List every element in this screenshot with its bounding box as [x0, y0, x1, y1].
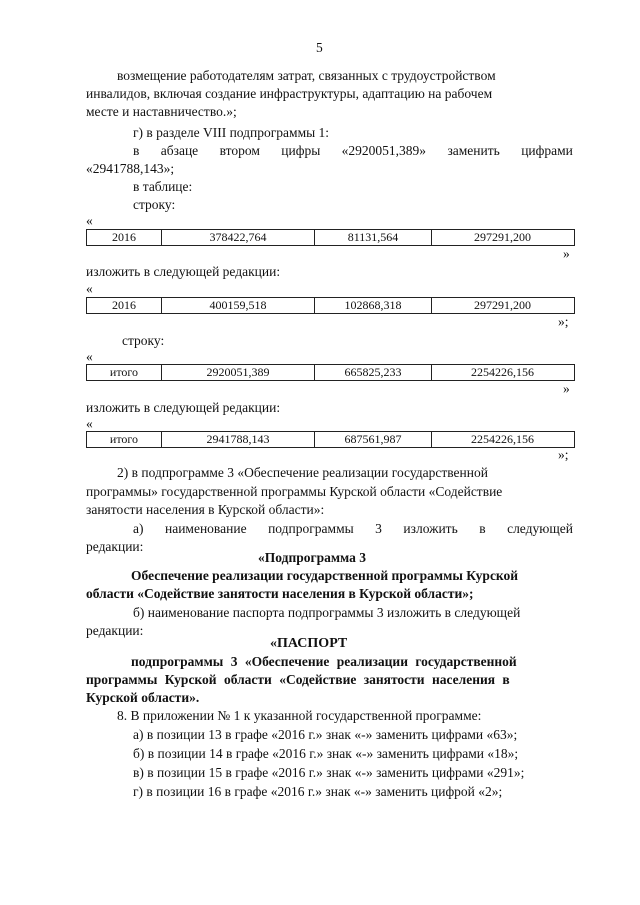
quote-open: « — [86, 416, 93, 431]
izlozhit-label: изложить в следующей редакции: — [86, 264, 281, 279]
table-row-3 — [86, 364, 575, 381]
list-item: б) в позиции 14 в графе «2016 г.» знак «-» заменить цифрами «18»; — [133, 746, 519, 761]
word: цифрами — [521, 143, 573, 158]
paragraph-line: редакции: — [86, 623, 144, 638]
heading-passport-line: Курской области». — [86, 690, 200, 705]
quote-close: » — [563, 246, 570, 261]
list-item: а) в позиции 13 в графе «2016 г.» знак «-» заменить цифрами «63»; — [133, 727, 518, 742]
table-cell: 2016 — [112, 230, 136, 244]
item-g: г) в разделе VIII подпрограммы 1: — [133, 125, 330, 140]
word: подпрограммы — [268, 521, 354, 536]
quote-close-semicolon: »; — [558, 314, 569, 329]
table-cell: итого — [109, 365, 139, 379]
table-cell: итого — [109, 432, 139, 446]
word: наименование — [164, 521, 247, 536]
word: изложить — [403, 521, 458, 536]
word: «2920051,389» — [341, 143, 427, 158]
quote-open: « — [86, 349, 93, 364]
quote-close-semicolon: »; — [558, 447, 569, 462]
heading-passport: «ПАСПОРТ — [270, 636, 348, 651]
izlozhit-label: изложить в следующей редакции: — [86, 400, 281, 415]
table-row-2 — [86, 297, 575, 314]
abzac-line — [133, 143, 573, 159]
word: втором — [219, 143, 260, 158]
paragraph-line — [133, 521, 573, 537]
quote-close: » — [563, 381, 570, 396]
paragraph-line: б) наименование паспорта подпрограммы 3 изложить в следующей — [133, 605, 521, 620]
heading-passport-line: подпрограммы 3 «Обеспечение реализации государственной — [131, 654, 517, 669]
table-cell: 665825,233 — [344, 365, 402, 379]
table-cell: 297291,200 — [474, 230, 531, 244]
table-cell: 2254226,156 — [471, 365, 534, 379]
page-number: 5 — [316, 40, 323, 55]
paragraph-line: возмещение работодателям затрат, связанных с трудоустройством — [117, 68, 496, 83]
word: 3 — [375, 521, 382, 536]
word: а) — [133, 521, 144, 536]
word: следующей — [507, 521, 573, 536]
word: заменить — [447, 143, 500, 158]
stroku-label: строку: — [133, 197, 176, 212]
heading-subprogram-line: области «Содействие занятости населения в Курской области»; — [86, 586, 474, 601]
table-cell: 687561,987 — [344, 432, 402, 446]
word: абзаце — [160, 143, 199, 158]
paragraph-line: программы» государственной программы Курской области «Содействие — [86, 484, 503, 499]
word: в — [479, 521, 486, 536]
paragraph-line: редакции: — [86, 539, 144, 554]
quote-open: « — [86, 213, 93, 228]
table-row-4 — [86, 431, 575, 448]
word: в — [133, 143, 140, 158]
table-cell: 2254226,156 — [471, 432, 534, 446]
quote-open: « — [86, 281, 93, 296]
heading-subprogram-line: Обеспечение реализации государственной программы Курской — [131, 568, 519, 583]
paragraph-line: инвалидов, включая создание инфраструктуры, адаптацию на рабочем — [86, 86, 493, 101]
stroku-label: строку: — [122, 333, 165, 348]
heading-passport-line: программы Курской области «Содействие занятости населения в — [86, 672, 510, 687]
table-cell: 2920051,389 — [206, 365, 270, 379]
list-item: г) в позиции 16 в графе «2016 г.» знак «-» заменить цифрой «2»; — [133, 784, 503, 799]
table-row-1 — [86, 229, 575, 246]
paragraph-line: 8. В приложении № 1 к указанной государственной программе: — [117, 708, 482, 723]
table-cell: 297291,200 — [474, 298, 531, 312]
heading-subprogram: «Подпрограмма 3 — [258, 550, 367, 565]
paragraph-line: занятости населения в Курской области»: — [86, 502, 325, 517]
table-cell: 2016 — [112, 298, 136, 312]
paragraph-line: 2) в подпрограмме 3 «Обеспечение реализации государственной — [117, 465, 488, 480]
paragraph-line: месте и наставничество.»; — [86, 104, 237, 119]
table-cell: 2941788,143 — [206, 432, 270, 446]
table-cell: 378422,764 — [209, 230, 267, 244]
abzac-line-2: «2941788,143»; — [86, 161, 175, 176]
table-cell: 81131,564 — [347, 230, 399, 244]
table-cell: 102868,318 — [344, 298, 402, 312]
v-tablitse: в таблице: — [133, 179, 193, 194]
list-item: в) в позиции 15 в графе «2016 г.» знак «-» заменить цифрами «291»; — [133, 765, 525, 780]
word: цифры — [281, 143, 321, 158]
table-cell: 400159,518 — [209, 298, 267, 312]
